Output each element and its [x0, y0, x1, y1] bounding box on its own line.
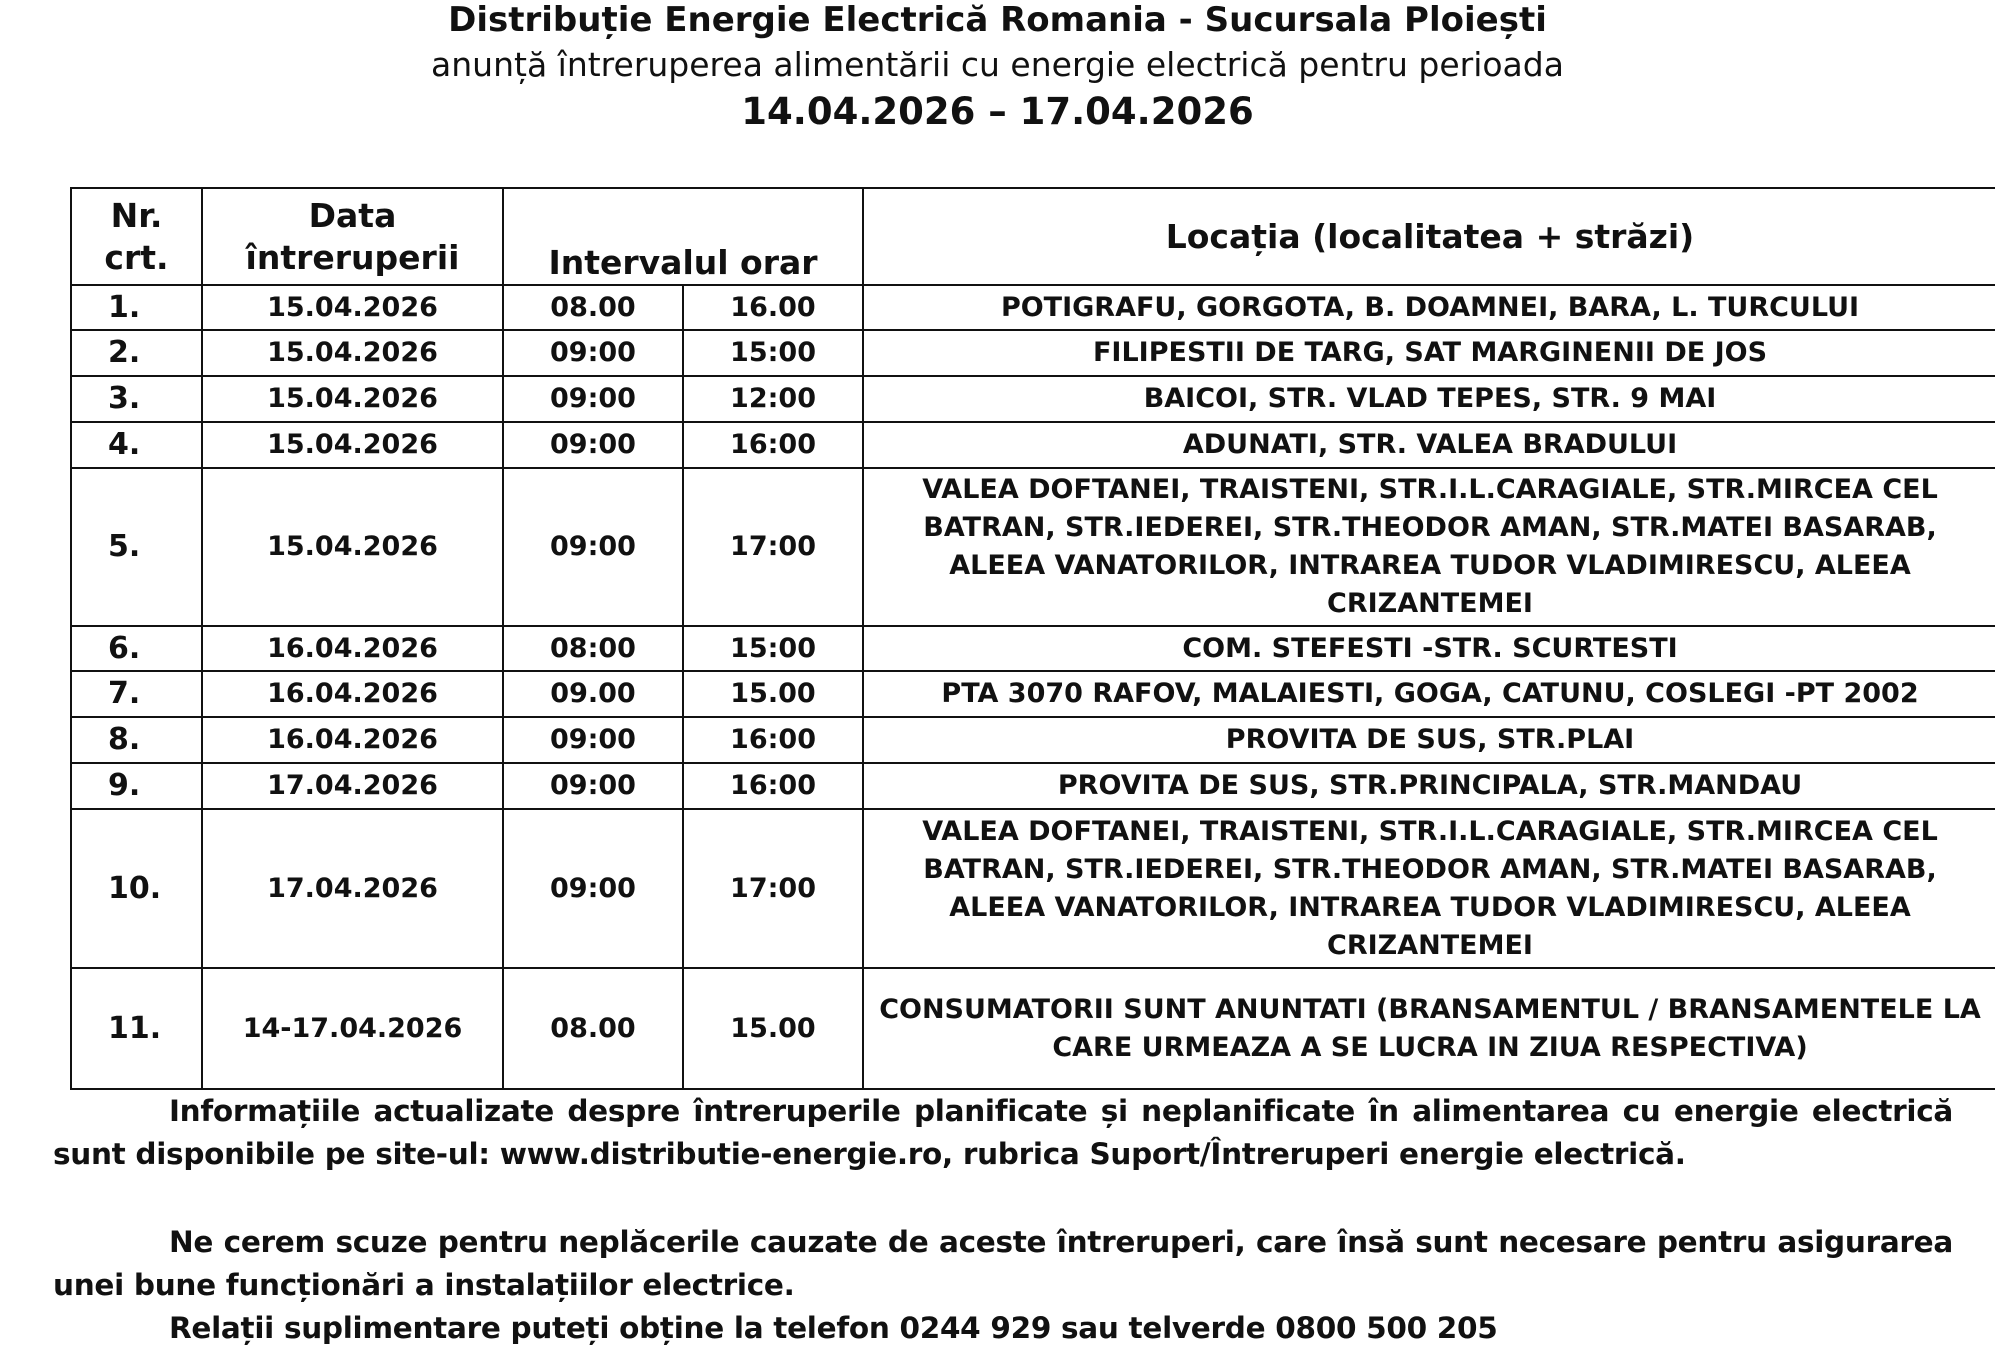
outage-date: 15.04.2026 — [202, 330, 503, 376]
location: POTIGRAFU, GORGOTA, B. DOAMNEI, BARA, L. TURCULUI — [863, 285, 1995, 330]
col-location-header: Locația (localitatea + străzi) — [863, 188, 1995, 285]
end-time: 17:00 — [683, 468, 863, 626]
row-number: 11. — [71, 968, 202, 1089]
table-row — [71, 376, 1995, 422]
info-paragraph — [53, 1090, 1953, 1176]
row-number: 4. — [71, 422, 202, 468]
table-row — [71, 468, 1995, 626]
outage-date: 15.04.2026 — [202, 285, 503, 330]
location: FILIPESTII DE TARG, SAT MARGINENII DE JOS — [863, 330, 1995, 376]
apology-paragraph — [53, 1221, 1953, 1307]
outage-date: 16.04.2026 — [202, 626, 503, 671]
table-row — [71, 717, 1995, 763]
info-text: Informațiile actualizate despre întreruperile planificate și neplanificate în alimentarea cu energie electrică sunt disponibile pe site-ul: — [53, 1094, 1953, 1171]
start-time: 09:00 — [503, 717, 683, 763]
outage-date: 17.04.2026 — [202, 763, 503, 809]
table-row — [71, 671, 1995, 717]
location: ADUNATI, STR. VALEA BRADULUI — [863, 422, 1995, 468]
end-time: 15.00 — [683, 671, 863, 717]
website-link[interactable]: www.distributie-energie.ro — [499, 1137, 942, 1171]
row-number: 10. — [71, 809, 202, 968]
start-time: 08.00 — [503, 285, 683, 330]
row-number: 3. — [71, 376, 202, 422]
table-row — [71, 626, 1995, 671]
col-date-header: Data întreruperii — [202, 188, 503, 285]
document-title: Distribuție Energie Electrică Romania - Sucursala Ploiești — [448, 0, 1547, 40]
period: 14.04.2026 – 17.04.2026 — [741, 90, 1254, 133]
end-time: 15:00 — [683, 626, 863, 671]
outage-table — [70, 187, 1995, 1090]
start-time: 09:00 — [503, 468, 683, 626]
end-time: 16:00 — [683, 763, 863, 809]
outage-date: 15.04.2026 — [202, 376, 503, 422]
row-number: 8. — [71, 717, 202, 763]
outage-date: 16.04.2026 — [202, 717, 503, 763]
start-time: 09:00 — [503, 376, 683, 422]
end-time: 12:00 — [683, 376, 863, 422]
outage-date: 14-17.04.2026 — [202, 968, 503, 1089]
info-text-end: , rubrica Suport/Întreruperi energie electrică. — [941, 1137, 1686, 1171]
table-row — [71, 809, 1995, 968]
start-time: 08.00 — [503, 968, 683, 1089]
table-row — [71, 763, 1995, 809]
location: CONSUMATORII SUNT ANUNTATI (BRANSAMENTUL / BRANSAMENTELE LA CARE URMEAZA A SE LUCRA IN ZIUA RESPECTIVA) — [863, 968, 1995, 1089]
end-time: 16:00 — [683, 422, 863, 468]
start-time: 09:00 — [503, 330, 683, 376]
location: PROVITA DE SUS, STR.PLAI — [863, 717, 1995, 763]
table-row — [71, 330, 1995, 376]
start-time: 09:00 — [503, 809, 683, 968]
row-number: 2. — [71, 330, 202, 376]
table-row — [71, 422, 1995, 468]
start-time: 08:00 — [503, 626, 683, 671]
table-row — [71, 285, 1995, 330]
start-time: 09:00 — [503, 422, 683, 468]
row-number: 9. — [71, 763, 202, 809]
outage-date: 15.04.2026 — [202, 468, 503, 626]
apology-text: Ne cerem scuze pentru neplăcerile cauzate de aceste întreruperi, care însă sunt necesare pentru asigurarea unei bune funcționări a instalațiilor electrice. — [53, 1225, 1953, 1302]
end-time: 15:00 — [683, 330, 863, 376]
row-number: 7. — [71, 671, 202, 717]
end-time: 15.00 — [683, 968, 863, 1089]
location: PTA 3070 RAFOV, MALAIESTI, GOGA, CATUNU, COSLEGI -PT 2002 — [863, 671, 1995, 717]
col-interval-header: Intervalul orar — [503, 188, 863, 285]
location: COM. STEFESTI -STR. SCURTESTI — [863, 626, 1995, 671]
document-subtitle: anunță întreruperea alimentării cu energie electrică pentru perioada — [431, 45, 1564, 84]
row-number: 5. — [71, 468, 202, 626]
end-time: 17:00 — [683, 809, 863, 968]
start-time: 09:00 — [503, 763, 683, 809]
table-row — [71, 968, 1995, 1089]
end-time: 16.00 — [683, 285, 863, 330]
location: BAICOI, STR. VLAD TEPES, STR. 9 MAI — [863, 376, 1995, 422]
outage-date: 15.04.2026 — [202, 422, 503, 468]
outage-date: 16.04.2026 — [202, 671, 503, 717]
row-number: 1. — [71, 285, 202, 330]
location: VALEA DOFTANEI, TRAISTENI, STR.I.L.CARAGIALE, STR.MIRCEA CEL BATRAN, STR.IEDEREI, STR.THEODOR AMAN, STR.MATEI BASARAB, ALEEA VANATORILOR, INTRAREA TUDOR VLADIMIRESCU, ALEEA CRIZANTEMEI — [863, 468, 1995, 626]
start-time: 09.00 — [503, 671, 683, 717]
row-number: 6. — [71, 626, 202, 671]
contact-paragraph — [53, 1307, 1953, 1350]
outage-date: 17.04.2026 — [202, 809, 503, 968]
end-time: 16:00 — [683, 717, 863, 763]
contact-text: Relații suplimentare puteți obține la telefon 0244 929 sau telverde 0800 500 205 — [169, 1311, 1498, 1345]
location: VALEA DOFTANEI, TRAISTENI, STR.I.L.CARAGIALE, STR.MIRCEA CEL BATRAN, STR.IEDEREI, STR.THEODOR AMAN, STR.MATEI BASARAB, ALEEA VANATORILOR, INTRAREA TUDOR VLADIMIRESCU, ALEEA CRIZANTEMEI — [863, 809, 1995, 968]
location: PROVITA DE SUS, STR.PRINCIPALA, STR.MANDAU — [863, 763, 1995, 809]
col-nr-header: Nr. crt. — [71, 188, 202, 285]
